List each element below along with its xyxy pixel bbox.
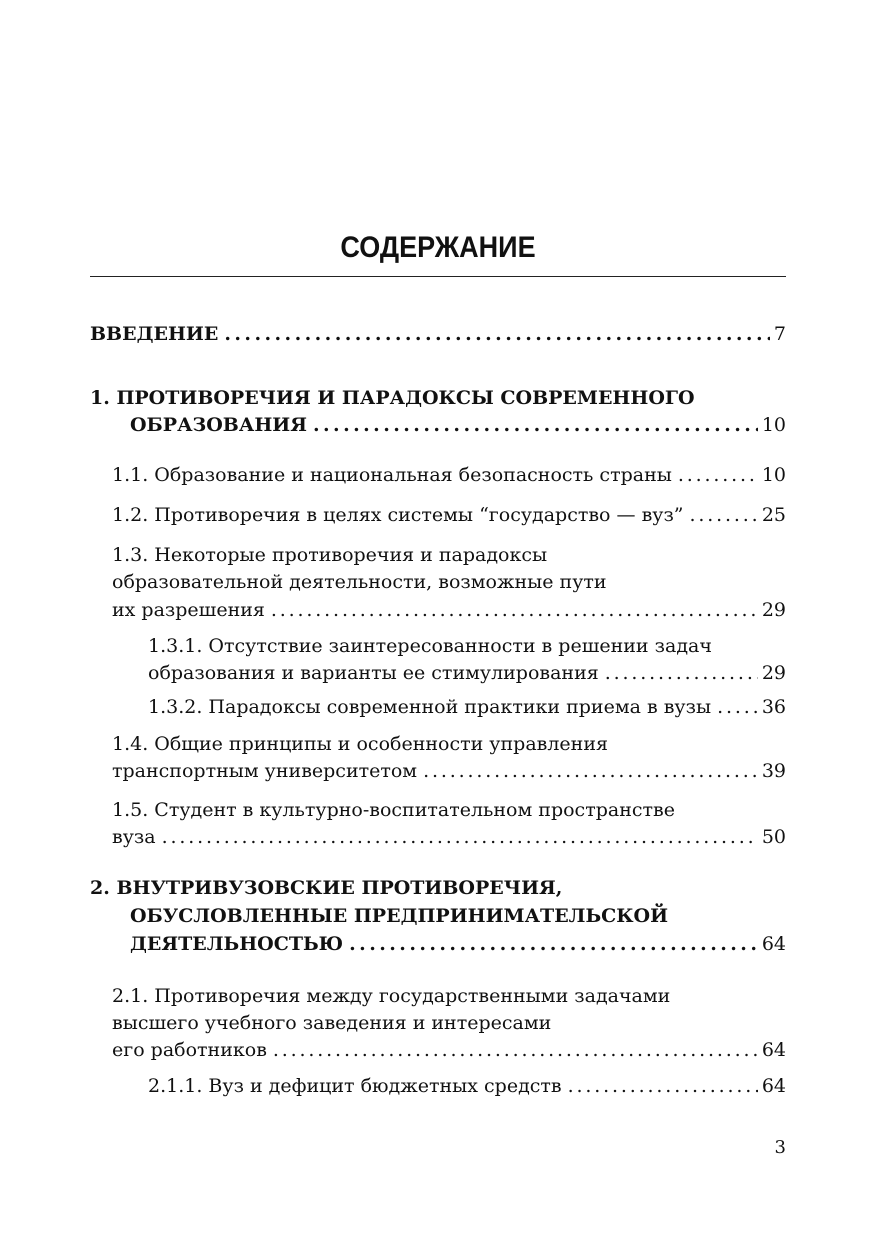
toc-entry-1-3[interactable] [112, 596, 786, 624]
dot-leader [349, 930, 758, 958]
toc-entry-ch2-line2[interactable]: ОБУСЛОВЛЕННЫЕ ПРЕДПРИНИМАТЕЛЬСКОЙ [130, 905, 669, 927]
toc-entry-title: его работников [112, 1039, 267, 1061]
toc-entry-intro[interactable] [90, 320, 786, 348]
toc-entry-title: вуза [112, 826, 156, 848]
page-title: СОДЕРЖАНИЕ [340, 231, 536, 264]
toc-entry-title: транспортным университетом [112, 760, 418, 782]
toc-page-number: 29 [761, 599, 786, 621]
toc-entry-ch1-line1[interactable]: 1. ПРОТИВОРЕЧИЯ И ПАРАДОКСЫ СОВРЕМЕННОГО [90, 387, 695, 409]
toc-entry-title: 1.1. Образование и национальная безопасность страны [112, 464, 672, 486]
toc-entry-1-4-line1[interactable]: 1.4. Общие принципы и особенности управления [112, 733, 608, 755]
dot-leader [605, 659, 758, 687]
toc-entry-2-1-line1[interactable]: 2.1. Противоречия между государственными задачами [112, 985, 671, 1007]
toc-entry-1-3-1-line1[interactable]: 1.3.1. Отсутствие заинтересованности в решении задач [148, 635, 712, 657]
toc-entry-title: 1.2. Противоречия в целях системы “государство — вуз” [112, 504, 684, 526]
toc-page-number: 29 [761, 662, 786, 684]
toc-entry-1-2[interactable] [112, 501, 786, 529]
toc-entry-2-1[interactable] [112, 1036, 786, 1064]
toc-entry-1-5[interactable] [112, 823, 786, 851]
toc-entry-2-1-line2[interactable]: высшего учебного заведения и интересами [112, 1012, 552, 1034]
page-number: 3 [774, 1137, 786, 1158]
dot-leader [423, 757, 758, 785]
toc-page-number: 64 [761, 933, 786, 955]
toc-page-number: 64 [761, 1075, 786, 1097]
toc-entry-2-1-1[interactable] [148, 1072, 786, 1100]
dot-leader [162, 823, 758, 851]
toc-entry-1-5-line1[interactable]: 1.5. Студент в культурно-воспитательном пространстве [112, 799, 675, 821]
toc-entry-ch2[interactable] [130, 930, 786, 958]
dot-leader [271, 596, 758, 624]
toc-entry-title: 2.1.1. Вуз и дефицит бюджетных средств [148, 1075, 562, 1097]
toc-page-number: 50 [761, 826, 786, 848]
toc-entry-title: ВВЕДЕНИЕ [90, 323, 219, 345]
toc-page-number: 39 [761, 760, 786, 782]
toc-entry-ch1[interactable] [130, 411, 786, 439]
dot-leader [690, 501, 758, 529]
toc-entry-1-3-2[interactable] [148, 693, 786, 721]
toc-page-number: 10 [761, 414, 786, 436]
dot-leader [224, 320, 770, 348]
toc-entry-1-3-1[interactable] [148, 659, 786, 687]
toc-page-number: 7 [773, 323, 786, 345]
toc-entry-1-1[interactable] [112, 461, 786, 489]
dot-leader [273, 1036, 758, 1064]
dot-leader [717, 693, 758, 721]
toc-page-number: 64 [761, 1039, 786, 1061]
dot-leader [678, 461, 758, 489]
toc-entry-title: ОБРАЗОВАНИЯ [130, 414, 307, 436]
toc-entry-1-3-line1[interactable]: 1.3. Некоторые противоречия и парадоксы [112, 544, 548, 566]
toc-entry-title: ДЕЯТЕЛЬНОСТЬЮ [130, 933, 344, 955]
toc-page-number: 10 [761, 464, 786, 486]
toc-page-number: 36 [761, 696, 786, 718]
toc-entry-ch2-line1[interactable]: 2. ВНУТРИВУЗОВСКИЕ ПРОТИВОРЕЧИЯ, [90, 877, 563, 899]
toc-entry-1-4[interactable] [112, 757, 786, 785]
toc-entry-title: образования и варианты ее стимулирования [148, 662, 599, 684]
toc-entry-title: их разрешения [112, 599, 265, 621]
toc-page-number: 25 [761, 504, 786, 526]
toc-entry-title: 1.3.2. Парадоксы современной практики приема в вузы [148, 696, 712, 718]
dot-leader [313, 411, 758, 439]
toc-entry-1-3-line2[interactable]: образовательной деятельности, возможные пути [112, 571, 607, 593]
title-rule [90, 276, 786, 277]
dot-leader [568, 1072, 758, 1100]
